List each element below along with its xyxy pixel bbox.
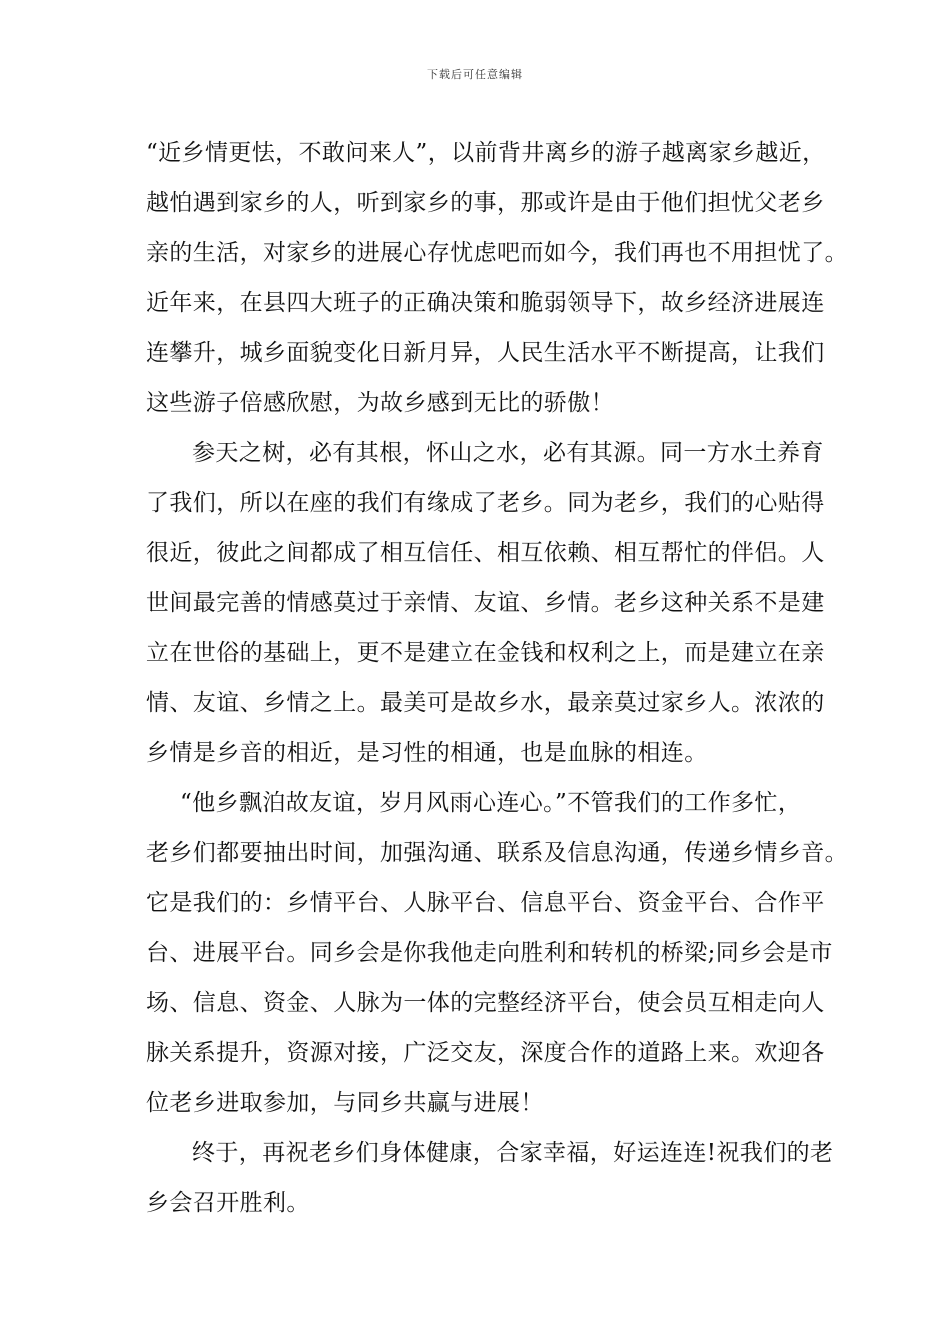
paragraph-line: 越怕遇到家乡的人，听到家乡的事，那或许是由于他们担忧父老乡 [146, 190, 825, 216]
paragraph-line: 情、友谊、乡情之上。最美可是故乡水，最亲莫过家乡人。浓浓的 [146, 690, 825, 716]
paragraph-1 [146, 128, 848, 428]
paragraph-line: 了我们，所以在座的我们有缘成了老乡。同为老乡，我们的心贴得 [146, 490, 825, 516]
paragraph-line: 立在世俗的基础上，更不是建立在金钱和权利之上，而是建立在亲 [146, 640, 825, 666]
paragraph-line: 终于，再祝老乡们身体健康，合家幸福，好运连连!祝我们的老 [192, 1140, 834, 1166]
paragraph-line: “近乡情更怯，不敢问来人”，以前背井离乡的游子越离家乡越近， [146, 140, 826, 166]
paragraph-line: 乡情是乡音的相近，是习性的相通，也是血脉的相连。 [146, 740, 708, 766]
paragraph-line: 场、信息、资金、人脉为一体的完整经济平台，使会员互相走向人 [146, 990, 825, 1016]
paragraph-line: 世间最完善的情感莫过于亲情、友谊、乡情。老乡这种关系不是建 [146, 590, 825, 616]
paragraph-3 [146, 778, 848, 1128]
paragraph-line: 近年来，在县四大班子的正确决策和脆弱领导下，故乡经济进展连 [146, 290, 825, 316]
paragraph-line: 老乡们都要抽出时间，加强沟通、联系及信息沟通，传递乡情乡音。 [146, 840, 848, 866]
paragraph-line: 位老乡进取参加，与同乡共赢与进展！ [146, 1090, 544, 1116]
paragraph-line: “他乡飘泊故友谊，岁月风雨心连心。”不管我们的工作多忙， [180, 790, 802, 816]
paragraph-line: 很近，彼此之间都成了相互信任、相互依赖、相互帮忙的伴侣。人 [146, 540, 825, 566]
paragraph-line: 亲的生活，对家乡的进展心存忧虑吧而如今，我们再也不用担忧了。 [146, 240, 848, 266]
document-body [146, 128, 848, 1228]
paragraph-line: 参天之树，必有其根，怀山之水，必有其源。同一方水土养育 [192, 440, 824, 466]
paragraph-line: 台、进展平台。同乡会是你我他走向胜利和转机的桥梁;同乡会是市 [146, 940, 833, 966]
paragraph-line: 连攀升，城乡面貌变化日新月异，人民生活水平不断提高，让我们 [146, 340, 825, 366]
paragraph-4 [146, 1128, 834, 1228]
paragraph-line: 它是我们的：乡情平台、人脉平台、信息平台、资金平台、合作平 [146, 890, 825, 916]
paragraph-2 [146, 428, 825, 778]
header-note: 下载后可任意编辑 [427, 68, 523, 81]
paragraph-line: 这些游子倍感欣慰，为故乡感到无比的骄傲！ [146, 390, 614, 416]
paragraph-line: 脉关系提升，资源对接，广泛交友，深度合作的道路上来。欢迎各 [146, 1040, 825, 1066]
paragraph-line: 乡会召开胜利。 [146, 1190, 310, 1216]
